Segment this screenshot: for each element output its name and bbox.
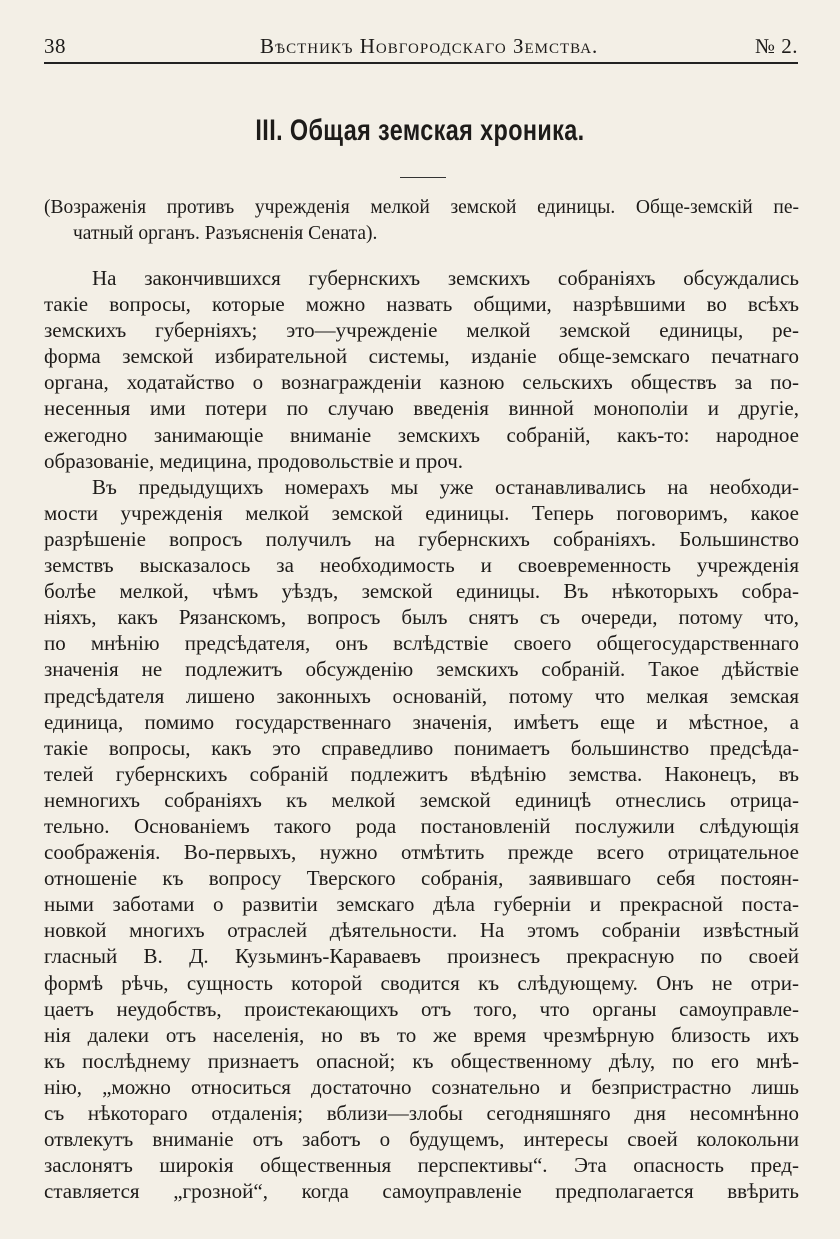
text-line: съ нѣкотораго отдаленія; вблизи—злобы сегодняшняго дня несомнѣнно (44, 1101, 799, 1125)
text-line: цаетъ неудобствъ, проистекающихъ отъ того, что органы самоуправле- (44, 996, 799, 1021)
text-line: ежегодно занимающіе вниманіе земскихъ собраній, какъ-то: народное (44, 422, 799, 447)
title-divider (400, 177, 446, 178)
text-line: земствъ высказалось за необходимость и своевременность учрежденія (44, 553, 799, 578)
header-rule (44, 62, 798, 64)
article-body (44, 265, 799, 1204)
journal-title: Вѣстникъ Новгородскаго Земства. (260, 34, 599, 58)
text-line: такіе вопросы, которые можно назвать общими, назрѣвшими во всѣхъ (44, 292, 799, 317)
text-line: отношеніе къ вопросу Тверского собранія, заявившаго себя постоян- (44, 866, 799, 891)
text-line: телей губернскихъ собраній подлежитъ вѣдѣнію земства. Наконецъ, въ (44, 761, 799, 786)
text-line: Въ предыдущихъ номерахъ мы уже останавливались на необходи- (92, 474, 799, 499)
text-line: ставляется „грозной“, когда самоуправленіе предполагается ввѣрить (44, 1179, 799, 1204)
text-line: ніяхъ, какъ Рязанскомъ, вопросъ былъ снятъ съ очереди, потому что, (44, 605, 799, 630)
text-line: единица, помимо государственнаго значенія, имѣетъ еще и мѣстное, а (44, 709, 799, 734)
text-line: новкой многихъ отраслей дѣятельности. На этомъ собраніи извѣстный (44, 918, 799, 943)
section-title: III. Общая земская хроника. (255, 114, 585, 147)
text-line: несенныя ими потери по случаю введенія винной монополіи и другіе, (44, 396, 799, 421)
text-line: предсѣдателя лишено законныхъ основаній, потому что мелкая земская (44, 683, 799, 708)
text-line: На закончившихся губернскихъ земскихъ собраніяхъ обсуждались (92, 266, 799, 290)
text-line: мости учрежденія мелкой земской единицы. Теперь поговоримъ, какое (44, 500, 799, 525)
synopsis-line: (Возраженія противъ учрежденія мелкой земской единицы. Обще-земскій пе- (44, 197, 799, 218)
text-line: образованіе, медицина, продовольствіе и проч. (44, 448, 464, 473)
text-line: земскихъ губерніяхъ; это—учрежденіе мелкой земской единицы, ре- (44, 318, 799, 343)
text-line: гласный В. Д. Кузьминъ-Караваевъ произнесъ прекрасную по своей (44, 944, 799, 969)
text-line: значенія не подлежитъ обсужденію земскихъ собраній. Такое дѣйствіе (44, 657, 799, 682)
issue-number: № 2. (754, 34, 798, 58)
text-line: органа, ходатайство о вознагражденіи казною сельскихъ обществъ за по- (44, 370, 799, 395)
text-line: формѣ рѣчь, сущность которой сводится къ слѣдующему. Онъ не отри- (44, 970, 799, 995)
text-line: заслонятъ широкія общественныя перспективы“. Эта опасность пред- (44, 1153, 799, 1178)
synopsis-line: чатный органъ. Разъясненія Сената). (73, 223, 378, 245)
text-line: ными заботами о развитіи земскаго дѣла губерніи и прекрасной поста- (44, 892, 799, 917)
text-line: къ послѣднему признаетъ опасной; къ общественному дѣлу, по его мнѣ- (44, 1048, 799, 1073)
text-line: немногихъ собраніяхъ къ мелкой земской единицѣ отнеслись отрица- (44, 787, 799, 812)
text-line: соображенія. Во-первыхъ, нужно отмѣтить прежде всего отрицательное (44, 840, 799, 865)
text-line: нія далеки отъ населенія, но въ то же время чрезмѣрную близость ихъ (44, 1022, 799, 1047)
text-line: тельно. Основаніемъ такого рода постановленій послужили слѣдующія (44, 813, 799, 838)
text-line: нію, „можно относиться достаточно сознательно и безпристрастно лишь (44, 1074, 799, 1099)
text-line: по мнѣнію предсѣдателя, онъ вслѣдствіе своего общегосударственнаго (44, 631, 799, 656)
text-line: такіе вопросы, какъ это справедливо понимаетъ большинство предсѣда- (44, 735, 799, 760)
section-synopsis (44, 196, 799, 248)
text-line: болѣе мелкой, чѣмъ уѣздъ, земской единицы. Въ нѣкоторыхъ собра- (44, 579, 799, 604)
running-header (44, 32, 798, 62)
text-line: форма земской избирательной системы, изданіе обще-земскаго печатнаго (44, 344, 799, 369)
text-line: отвлекутъ вниманіе отъ заботъ о будущемъ, интересы своей колокольни (44, 1127, 799, 1152)
text-line: разрѣшеніе вопросъ получилъ на губернскихъ собраніяхъ. Большинство (44, 526, 799, 551)
page-number: 38 (44, 34, 66, 58)
